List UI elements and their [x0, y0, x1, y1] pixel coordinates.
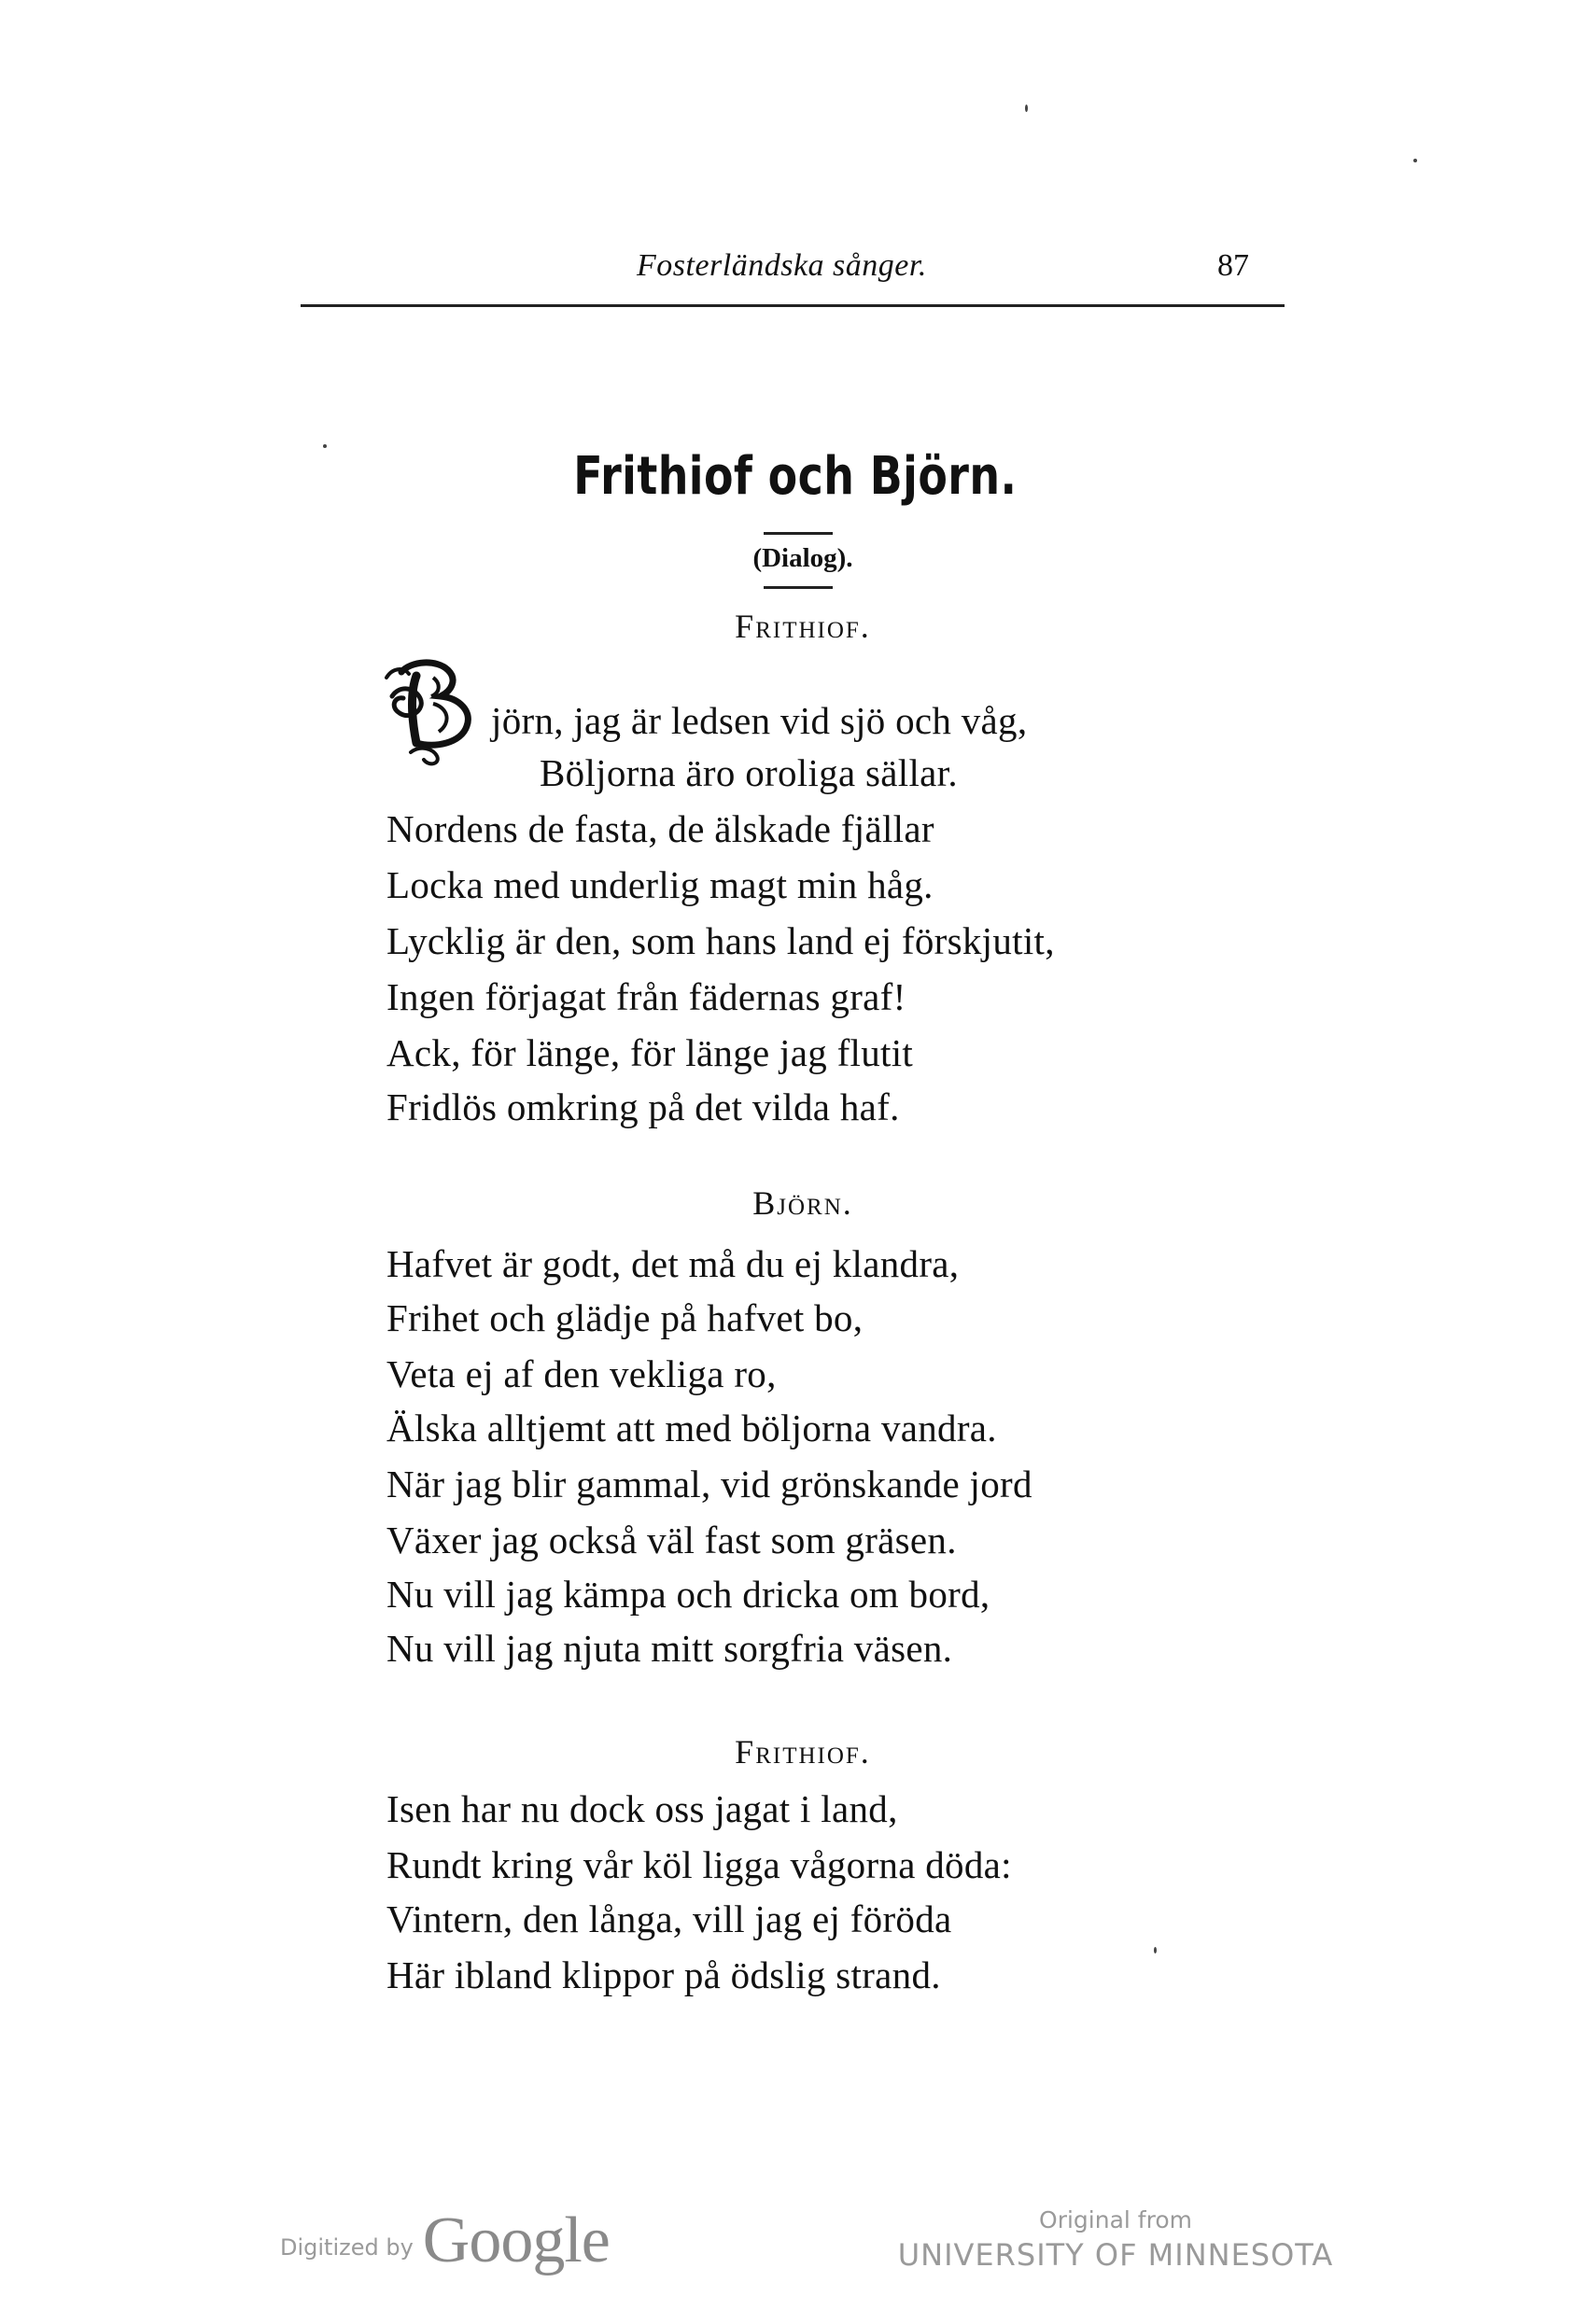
verse-line: Ack, för länge, för länge jag flutit: [386, 1031, 914, 1074]
verse-line: Locka med underlig magt min håg.: [386, 863, 934, 906]
scan-speck: [323, 444, 327, 448]
poem-title: Frithiof och Björn.: [573, 446, 1018, 507]
verse-line: Fridlös omkring på det vilda haf.: [386, 1085, 900, 1128]
verse-line: Älska alltjemt att med böljorna vandra.: [386, 1407, 997, 1449]
running-header: [301, 248, 1285, 286]
header-rule: [301, 304, 1285, 307]
verse-line: Böljorna äro oroliga sällar.: [540, 751, 958, 794]
scan-speck: [1025, 105, 1028, 112]
digitized-label: Digitized by: [280, 2234, 414, 2261]
decorative-initial-icon: [383, 659, 484, 769]
verse-line: Växer jag också väl fast som gräsen.: [386, 1519, 957, 1561]
scan-speck: [1413, 159, 1417, 162]
verse-line: Vintern, den långa, vill jag ej föröda: [386, 1897, 952, 1940]
subtitle-dash: [764, 586, 833, 589]
title-dash: [764, 532, 833, 535]
verse-line: jörn, jag är ledsen vid sjö och våg,: [491, 699, 1028, 742]
verse-line: Lycklig är den, som hans land ej förskjutit,: [386, 919, 1055, 962]
verse-line: Nordens de fasta, de älskade fjällar: [386, 807, 934, 850]
speaker-heading: Frithiof.: [735, 608, 871, 645]
verse-line: Nu vill jag kämpa och dricka om bord,: [386, 1573, 990, 1616]
digitized-by-watermark: [280, 2199, 610, 2274]
poem-subtitle: (Dialog).: [752, 543, 853, 573]
page-number: 87: [1217, 248, 1249, 283]
scan-speck: [1154, 1947, 1157, 1953]
speaker-heading: Björn.: [752, 1184, 853, 1222]
verse-line: Isen har nu dock oss jagat i land,: [386, 1787, 898, 1830]
verse-line: Hafvet är godt, det må du ej klandra,: [386, 1242, 960, 1285]
original-source-watermark: [896, 2206, 1335, 2273]
verse-line: Här ibland klippor på ödslig strand.: [386, 1953, 941, 1996]
speaker-heading: Frithiof.: [735, 1733, 871, 1771]
google-logo: Google: [422, 2205, 610, 2276]
verse-line: Rundt kring vår köl ligga vågorna döda:: [386, 1843, 1012, 1886]
verse-line: Frihet och glädje på hafvet bo,: [386, 1296, 864, 1339]
verse-line: När jag blir gammal, vid grönskande jord: [386, 1463, 1032, 1505]
verse-line: Nu vill jag njuta mitt sorgfria väsen.: [386, 1627, 953, 1670]
original-from-label: Original from: [1039, 2206, 1192, 2233]
verse-line: Veta ej af den vekliga ro,: [386, 1352, 777, 1395]
running-title: Fosterländska sånger.: [637, 248, 927, 283]
institution-label: UNIVERSITY OF MINNESOTA: [897, 2237, 1334, 2273]
verse-line: Ingen förjagat från fädernas graf!: [386, 975, 906, 1018]
